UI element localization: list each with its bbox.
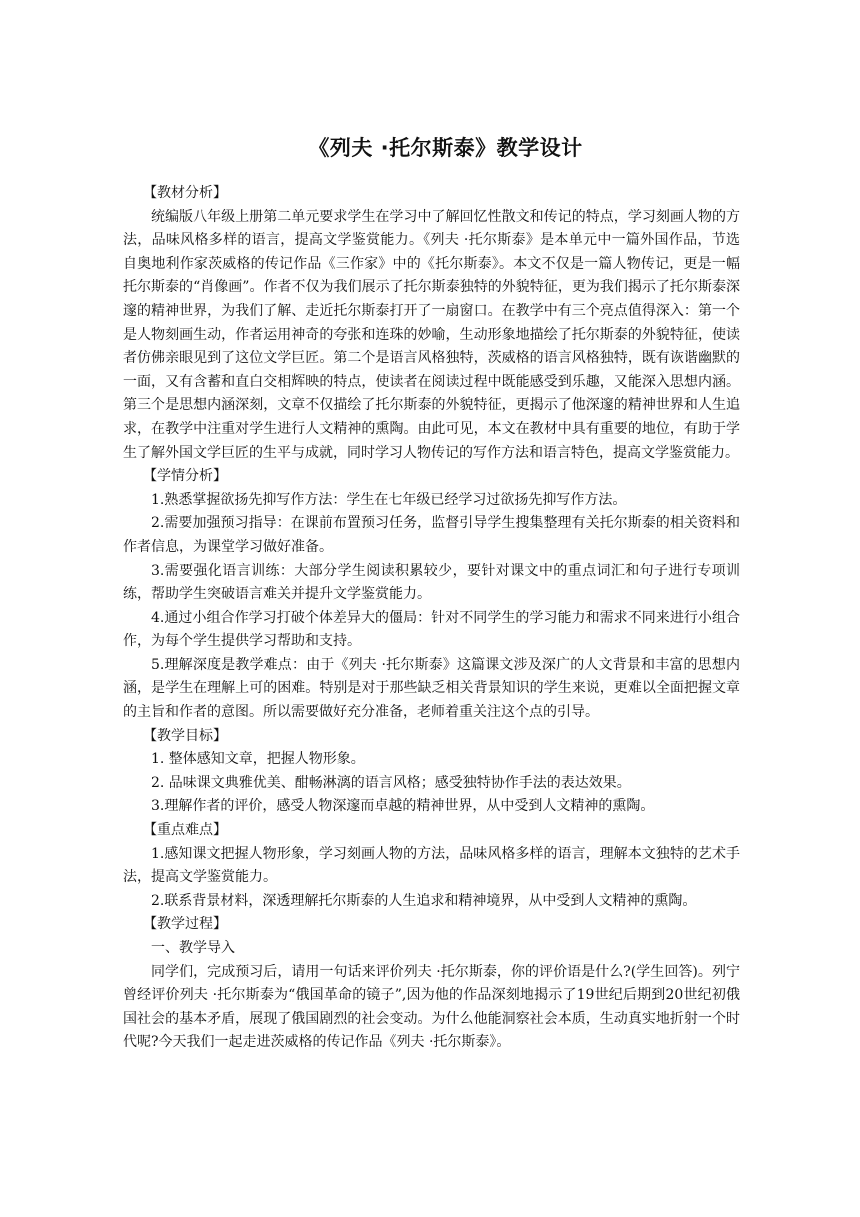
goal-item: 3.理解作者的评价，感受人物深邃而卓越的精神世界，从中受到人文精神的熏陶。 [151,798,655,815]
section-heading-goals: 【教学目标】 [143,727,227,744]
student-analysis-item: 5.理解深度是教学难点：由于《列夫 ·托尔斯泰》这篇课文涉及深广的人文背景和丰富的思想内涵，是学生在理解上可的困难。特别是对于那些缺乏相关背景知识的学生来说，更难以全面把握文章的主旨和作者的意图。所以需要做好充分准备，老师着重关注这个点的引导。 [123,656,740,721]
process-subheading: 一、教学导入 [151,940,235,956]
document-page [123,128,740,1055]
section-heading-key-points: 【重点难点】 [143,822,227,839]
section-heading-process: 【教学过程】 [143,916,227,933]
student-analysis-item: 2.需要加强预习指导：在课前布置预习任务，监督引导学生搜集整理有关托尔斯泰的相关资料和作者信息，为课堂学习做好准备。 [123,515,740,555]
key-point-item: 1.感知课文把握人物形象，学习刻画人物的方法，品味风格多样的语言，理解本文独特的艺术手法，提高文学鉴赏能力。 [123,845,740,886]
student-analysis-item: 3.需要强化语言训练：大部分学生阅读积累较少，要针对课文中的重点词汇和句子进行专项训练，帮助学生突破语言难关并提升文学鉴赏能力。 [123,562,740,603]
student-analysis-item: 1.熟悉掌握欲扬先抑写作方法：学生在七年级已经学习过欲扬先抑写作方法。 [151,491,627,508]
section-heading-student-analysis: 【学情分析】 [143,468,227,485]
goal-item: 1. 整体感知文章，把握人物形象。 [151,751,365,768]
material-analysis-paragraph: 统编版八年级上册第二单元要求学生在学习中了解回忆性散文和传记的特点，学习刻画人物的方法，品味风格多样的语言，提高文学鉴赏能力。《列夫 ·托尔斯泰》是本单元中一篇外国作品，节选自奥地利作家茨威格的传记作品《三作家》中的《托尔斯泰》。本文不仅是一篇人物传记，更是一幅托尔斯泰的“肖像画”。作者不仅为我们展示了托尔斯泰独特的外貌特征，更为我们揭示了托尔斯泰深邃的精神世界，为我们了解、走近托尔斯泰打开了一扇窗口。在教学中有三个亮点值得深入：第一个是人物刻画生动，作者运用神奇的夸张和连珠的妙喻，生动形象地描绘了托尔斯泰的外貌特征，使读者仿佛亲眼见到了这位文学巨匠。第二个是语言风格独特，茨威格的语言风格独特，既有诙谐幽默的一面，又有含蓄和直白交相辉映的特点，使读者在阅读过程中既能感受到乐趣，又能深入思想内涵。第三个是思想内涵深刻，文章不仅描绘了托尔斯泰的外貌特征，更揭示了他深邃的精神世界和人生追求，在教学中注重对学生进行人文精神的熏陶。由此可见，本文在教材中具有重要的地位，有助于学生了解外国文学巨匠的生平与成就，同时学习人物传记的写作方法和语言特色，提高文学鉴赏能力。 [123,208,740,461]
document-title: 《列夫 ·托尔斯泰》教学设计 [308,136,583,160]
key-point-item: 2.联系背景材料，深透理解托尔斯泰的人生追求和精神境界，从中受到人文精神的熏陶。 [151,892,697,909]
goal-item: 2. 品味课文典雅优美、酣畅淋漓的语言风格；感受独特协作手法的表达效果。 [151,774,631,791]
student-analysis-item: 4.通过小组合作学习打破个体差异大的僵局：针对不同学生的学习能力和需求不同来进行小组合作，为每个学生提供学习帮助和支持。 [123,609,740,650]
section-heading-material-analysis: 【教材分析】 [143,185,227,201]
process-paragraph: 同学们，完成预习后，请用一句话来评价列夫 ·托尔斯泰，你的评价语是什么?(学生回答)。列宁曾经评价列夫 ·托尔斯泰为“俄国革命的镜子”,因为他的作品深刻地揭示了19世纪后期到20世纪初俄国社会的基本矛盾，展现了俄国剧烈的社会变动。为什么他能洞察社会本质，生动真实地折射一个时代呢?今天我们一起走进茨威格的传记作品《列夫 ·托尔斯泰》。 [123,963,740,1051]
